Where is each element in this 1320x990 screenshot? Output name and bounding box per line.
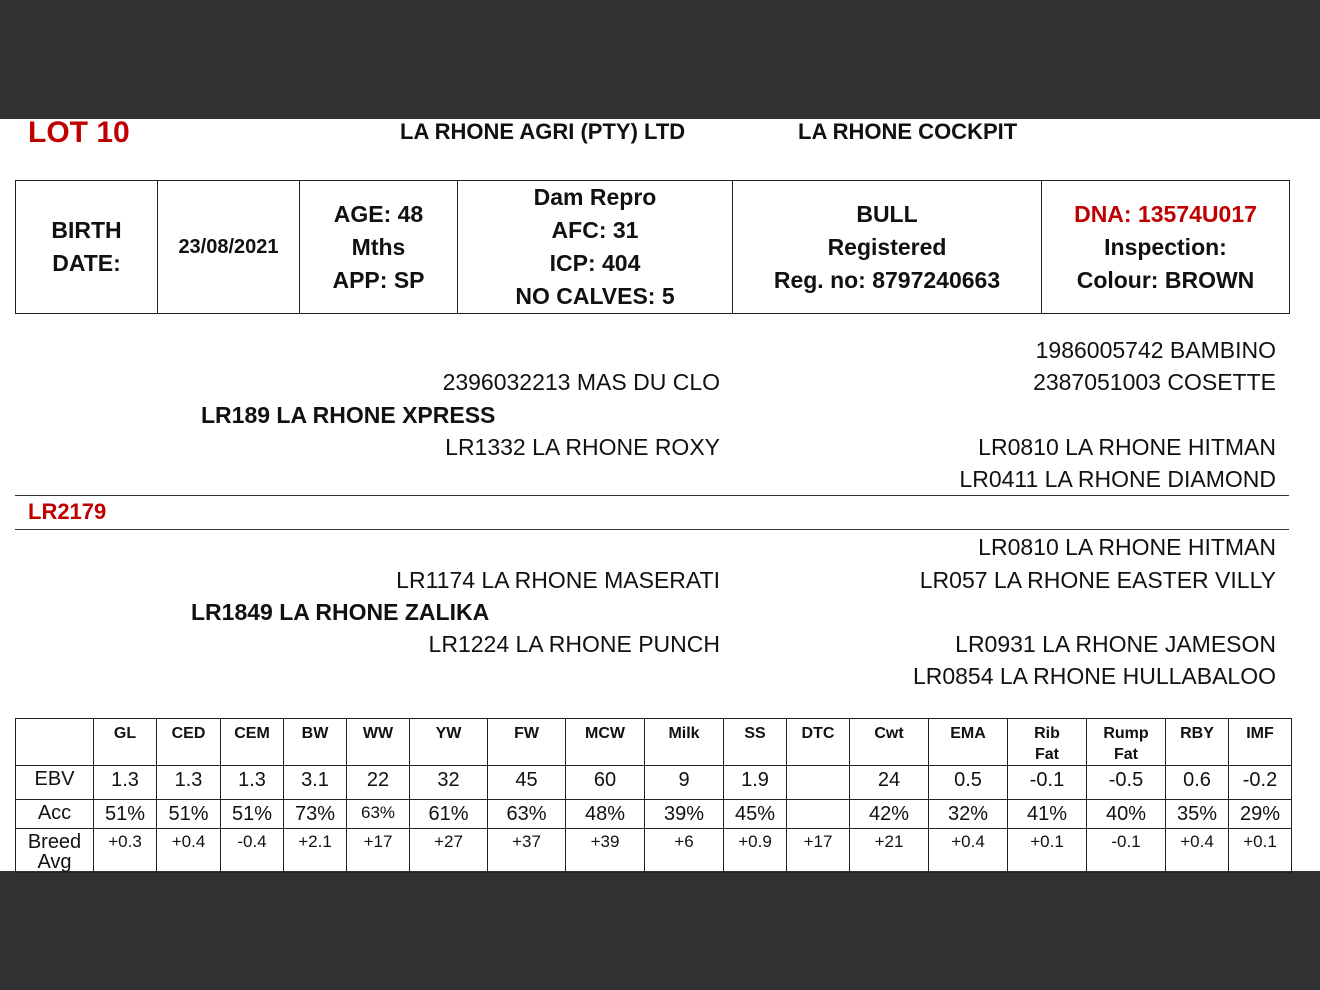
acc-cell: 61% bbox=[410, 800, 488, 829]
pedigree-sire-sire: 2396032213 MAS DU CLO bbox=[442, 369, 720, 395]
pedigree-dsd: LR057 LA RHONE EASTER VILLY bbox=[919, 567, 1276, 593]
age-unit: Mths bbox=[351, 233, 406, 260]
birth-label-line2: DATE: bbox=[52, 250, 121, 276]
pedigree-dam: LR1849 LA RHONE ZALIKA bbox=[191, 599, 490, 625]
ebv-cell: 0.5 bbox=[929, 766, 1008, 800]
ebv-cell: 1.9 bbox=[724, 766, 787, 800]
ebv-header-cell: Cwt bbox=[850, 719, 929, 766]
ebv-header-cell: RBY bbox=[1166, 719, 1229, 766]
breed-avg-cell: +0.4 bbox=[157, 829, 221, 873]
ebv-cell: 1.3 bbox=[157, 766, 221, 800]
ebv-header-cell: CEM bbox=[221, 719, 284, 766]
acc-cell: 63% bbox=[488, 800, 566, 829]
registration-status: Registered bbox=[827, 233, 947, 260]
animal-name: LA RHONE COCKPIT bbox=[798, 119, 1018, 144]
breed-avg-cell: +0.9 bbox=[724, 829, 787, 873]
ebv-header-cell: YW bbox=[410, 719, 488, 766]
ebv-cell bbox=[787, 766, 850, 800]
ebv-header-cell: IMF bbox=[1229, 719, 1292, 766]
ebv-header-cell: SS bbox=[724, 719, 787, 766]
breed-avg-cell: +27 bbox=[410, 829, 488, 873]
birth-date-cell bbox=[158, 181, 300, 314]
pedigree-dam-dam: LR1224 LA RHONE PUNCH bbox=[428, 631, 720, 657]
ebv-cell: -0.2 bbox=[1229, 766, 1292, 800]
dna-cell bbox=[1042, 181, 1290, 314]
birth-date-label-cell bbox=[16, 181, 158, 314]
pedigree-ssd: 2387051003 COSETTE bbox=[1033, 369, 1276, 395]
dna-value: DNA: 13574U017 bbox=[1074, 200, 1257, 227]
company-name: LA RHONE AGRI (PTY) LTD bbox=[400, 119, 686, 144]
lot-number: LOT 10 bbox=[28, 116, 130, 149]
breed-avg-cell: +6 bbox=[645, 829, 724, 873]
pedigree-sire-dam: LR1332 LA RHONE ROXY bbox=[445, 434, 720, 460]
afc-value: AFC: 31 bbox=[551, 217, 639, 243]
acc-row bbox=[16, 800, 1292, 829]
ebv-table bbox=[15, 718, 1292, 873]
ebv-cell: 1.3 bbox=[221, 766, 284, 800]
registration-number: Reg. no: 8797240663 bbox=[773, 266, 1001, 293]
ebv-header-cell: BW bbox=[284, 719, 347, 766]
ebv-cell: 45 bbox=[488, 766, 566, 800]
ebv-header-cell: EMA bbox=[929, 719, 1008, 766]
breed-avg-cell: +0.1 bbox=[1229, 829, 1292, 873]
breed-avg-cell: -0.1 bbox=[1087, 829, 1166, 873]
registration-cell bbox=[733, 181, 1042, 314]
ebv-header-cell: CED bbox=[157, 719, 221, 766]
acc-cell: 32% bbox=[929, 800, 1008, 829]
pedigree-ddd: LR0854 LA RHONE HULLABALOO bbox=[912, 663, 1276, 689]
pedigree-dds: LR0931 LA RHONE JAMESON bbox=[955, 631, 1276, 657]
acc-cell: 48% bbox=[566, 800, 645, 829]
breed-avg-cell: -0.4 bbox=[221, 829, 284, 873]
pedigree-sire: LR189 LA RHONE XPRESS bbox=[201, 402, 496, 428]
breed-avg-cell: +0.1 bbox=[1008, 829, 1087, 873]
ebv-cell: -0.1 bbox=[1008, 766, 1087, 800]
dam-repro-cell bbox=[458, 181, 733, 314]
acc-cell: 39% bbox=[645, 800, 724, 829]
ebv-corner-cell bbox=[16, 719, 94, 766]
age-value: AGE: 48 bbox=[333, 200, 424, 227]
inspection-label: Inspection: bbox=[1104, 233, 1227, 260]
ebv-header-cell: MCW bbox=[566, 719, 645, 766]
app-value: APP: SP bbox=[332, 266, 425, 293]
ebv-header-cell: GL bbox=[94, 719, 157, 766]
ebv-cell: 9 bbox=[645, 766, 724, 800]
acc-cell: 42% bbox=[850, 800, 929, 829]
ebv-row bbox=[16, 766, 1292, 800]
ebv-cell: 22 bbox=[347, 766, 410, 800]
acc-cell: 40% bbox=[1087, 800, 1166, 829]
acc-cell: 51% bbox=[94, 800, 157, 829]
ebv-cell: 24 bbox=[850, 766, 929, 800]
age-cell bbox=[300, 181, 458, 314]
ebv-cell: 0.6 bbox=[1166, 766, 1229, 800]
pedigree-sdd: LR0411 LA RHONE DIAMOND bbox=[959, 466, 1276, 492]
animal-id: LR2179 bbox=[28, 499, 107, 524]
breed-avg-cell: +0.4 bbox=[929, 829, 1008, 873]
pedigree-divider-bottom bbox=[15, 529, 1289, 530]
breed-avg-cell: +37 bbox=[488, 829, 566, 873]
lot-sheet bbox=[0, 116, 1320, 873]
sex-value: BULL bbox=[856, 200, 918, 227]
ebv-header-cell: Rib Fat bbox=[1008, 719, 1087, 766]
ebv-row-label: EBV bbox=[16, 766, 94, 800]
acc-row-label: Acc bbox=[16, 800, 94, 829]
pedigree-dss: LR0810 LA RHONE HITMAN bbox=[978, 534, 1276, 560]
dam-repro-title: Dam Repro bbox=[533, 184, 657, 210]
pedigree-divider-top bbox=[15, 495, 1289, 496]
acc-cell: 63% bbox=[347, 800, 410, 829]
acc-cell: 41% bbox=[1008, 800, 1087, 829]
breed-avg-row-label: Breed Avg bbox=[16, 829, 94, 873]
icp-value: ICP: 404 bbox=[549, 250, 641, 276]
colour-value: Colour: BROWN bbox=[1076, 266, 1255, 293]
acc-cell: 51% bbox=[157, 800, 221, 829]
animal-info-table bbox=[15, 180, 1290, 314]
breed-avg-cell: +21 bbox=[850, 829, 929, 873]
breed-avg-cell: +17 bbox=[347, 829, 410, 873]
ebv-cell: -0.5 bbox=[1087, 766, 1166, 800]
acc-cell: 51% bbox=[221, 800, 284, 829]
breed-avg-cell: +39 bbox=[566, 829, 645, 873]
ebv-header-row bbox=[16, 719, 1292, 766]
breed-avg-row bbox=[16, 829, 1292, 873]
breed-avg-cell: +0.3 bbox=[94, 829, 157, 873]
ebv-cell: 3.1 bbox=[284, 766, 347, 800]
acc-cell: 35% bbox=[1166, 800, 1229, 829]
ebv-header-cell: DTC bbox=[787, 719, 850, 766]
acc-cell bbox=[787, 800, 850, 829]
pedigree-sds: LR0810 LA RHONE HITMAN bbox=[978, 434, 1276, 460]
pedigree-sss: 1986005742 BAMBINO bbox=[1035, 337, 1276, 363]
ebv-header-cell: WW bbox=[347, 719, 410, 766]
breed-avg-cell: +0.4 bbox=[1166, 829, 1229, 873]
no-calves-value: NO CALVES: 5 bbox=[515, 283, 675, 309]
acc-cell: 29% bbox=[1229, 800, 1292, 829]
ebv-cell: 60 bbox=[566, 766, 645, 800]
acc-cell: 45% bbox=[724, 800, 787, 829]
ebv-cell: 32 bbox=[410, 766, 488, 800]
ebv-header-cell: FW bbox=[488, 719, 566, 766]
breed-avg-cell: +2.1 bbox=[284, 829, 347, 873]
ebv-cell: 1.3 bbox=[94, 766, 157, 800]
breed-avg-cell: +17 bbox=[787, 829, 850, 873]
pedigree-dam-sire: LR1174 LA RHONE MASERATI bbox=[396, 567, 720, 593]
ebv-header-cell: Milk bbox=[645, 719, 724, 766]
ebv-header-cell: Rump Fat bbox=[1087, 719, 1166, 766]
acc-cell: 73% bbox=[284, 800, 347, 829]
birth-label-line1: BIRTH bbox=[51, 217, 122, 243]
birth-date-value: 23/08/2021 bbox=[178, 235, 279, 258]
